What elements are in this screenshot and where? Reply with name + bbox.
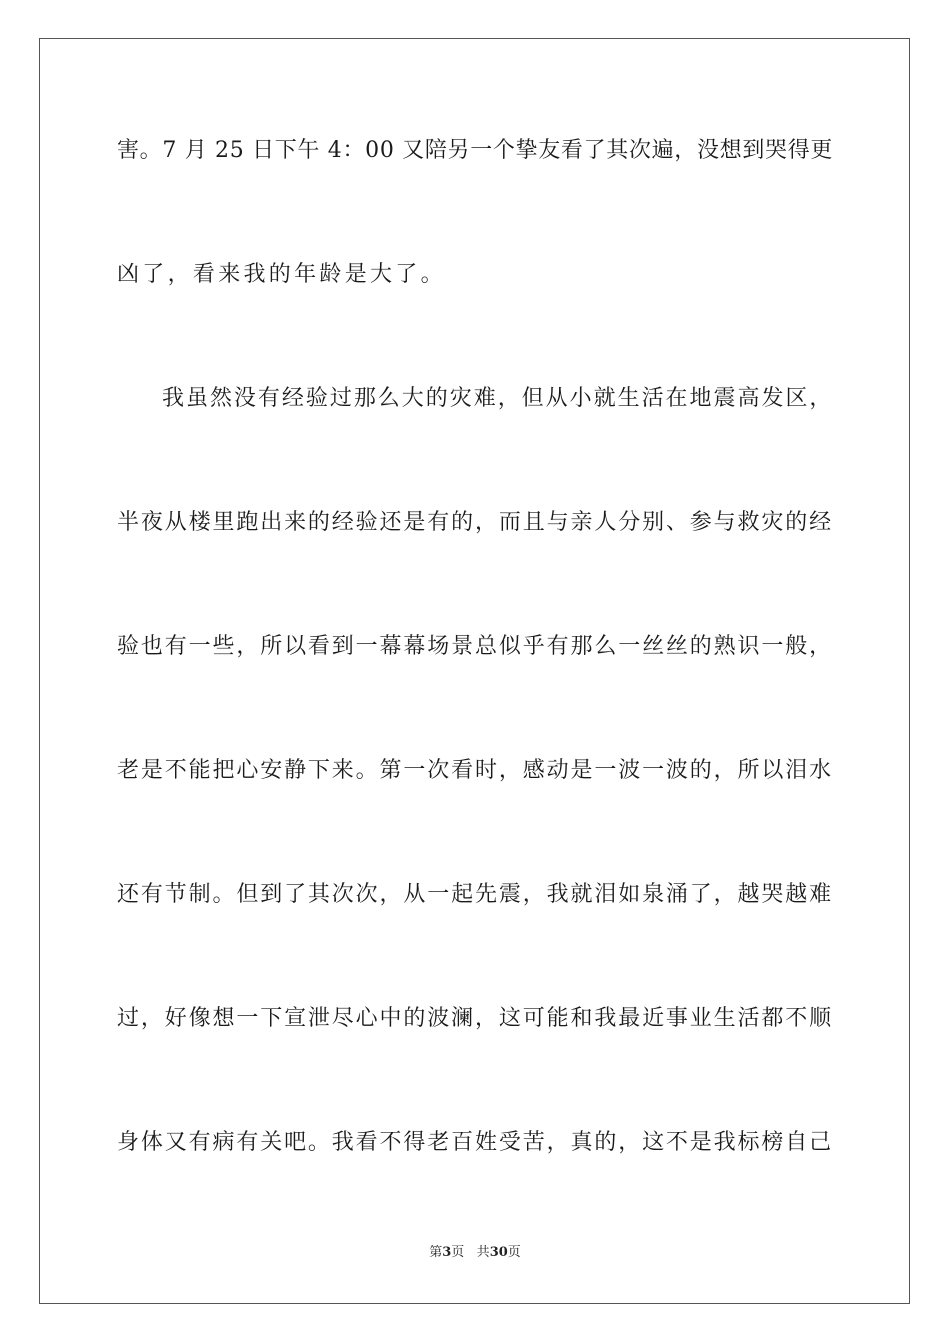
- text-line-8: 过，好像想一下宣泄尽心中的波澜，这可能和我最近事业生活都不顺: [117, 1006, 834, 1031]
- page-footer: [0, 1244, 950, 1262]
- page-border: [39, 38, 910, 1304]
- page-suffix: 页: [451, 1245, 465, 1260]
- page-number: 3: [442, 1245, 452, 1260]
- text-line-7: 还有节制。但到了其次次，从一起先震，我就泪如泉涌了，越哭越难: [117, 882, 834, 907]
- total-prefix: 共: [476, 1245, 490, 1260]
- text-line-5: 验也有一些，所以看到一幕幕场景总似乎有那么一丝丝的熟识一般，: [117, 634, 834, 659]
- text-line-2: 凶了，看来我的年龄是大了。: [117, 262, 446, 287]
- total-suffix: 页: [507, 1245, 521, 1260]
- text-line-3: 我虽然没有经验过那么大的灾难，但从小就生活在地震高发区，: [162, 386, 834, 411]
- text-line-1: 害。7 月 25 日下午 4：00 又陪另一个挚友看了其次遍，没想到哭得更: [117, 138, 834, 163]
- text-line-9: 身体又有病有关吧。我看不得老百姓受苦，真的，这不是我标榜自己: [117, 1130, 834, 1155]
- text-line-4: 半夜从楼里跑出来的经验还是有的，而且与亲人分别、参与救灾的经: [117, 510, 834, 535]
- text-line-6: 老是不能把心安静下来。第一次看时，感动是一波一波的，所以泪水: [117, 758, 834, 783]
- total-pages: 30: [489, 1245, 508, 1260]
- page-prefix: 第: [429, 1245, 443, 1260]
